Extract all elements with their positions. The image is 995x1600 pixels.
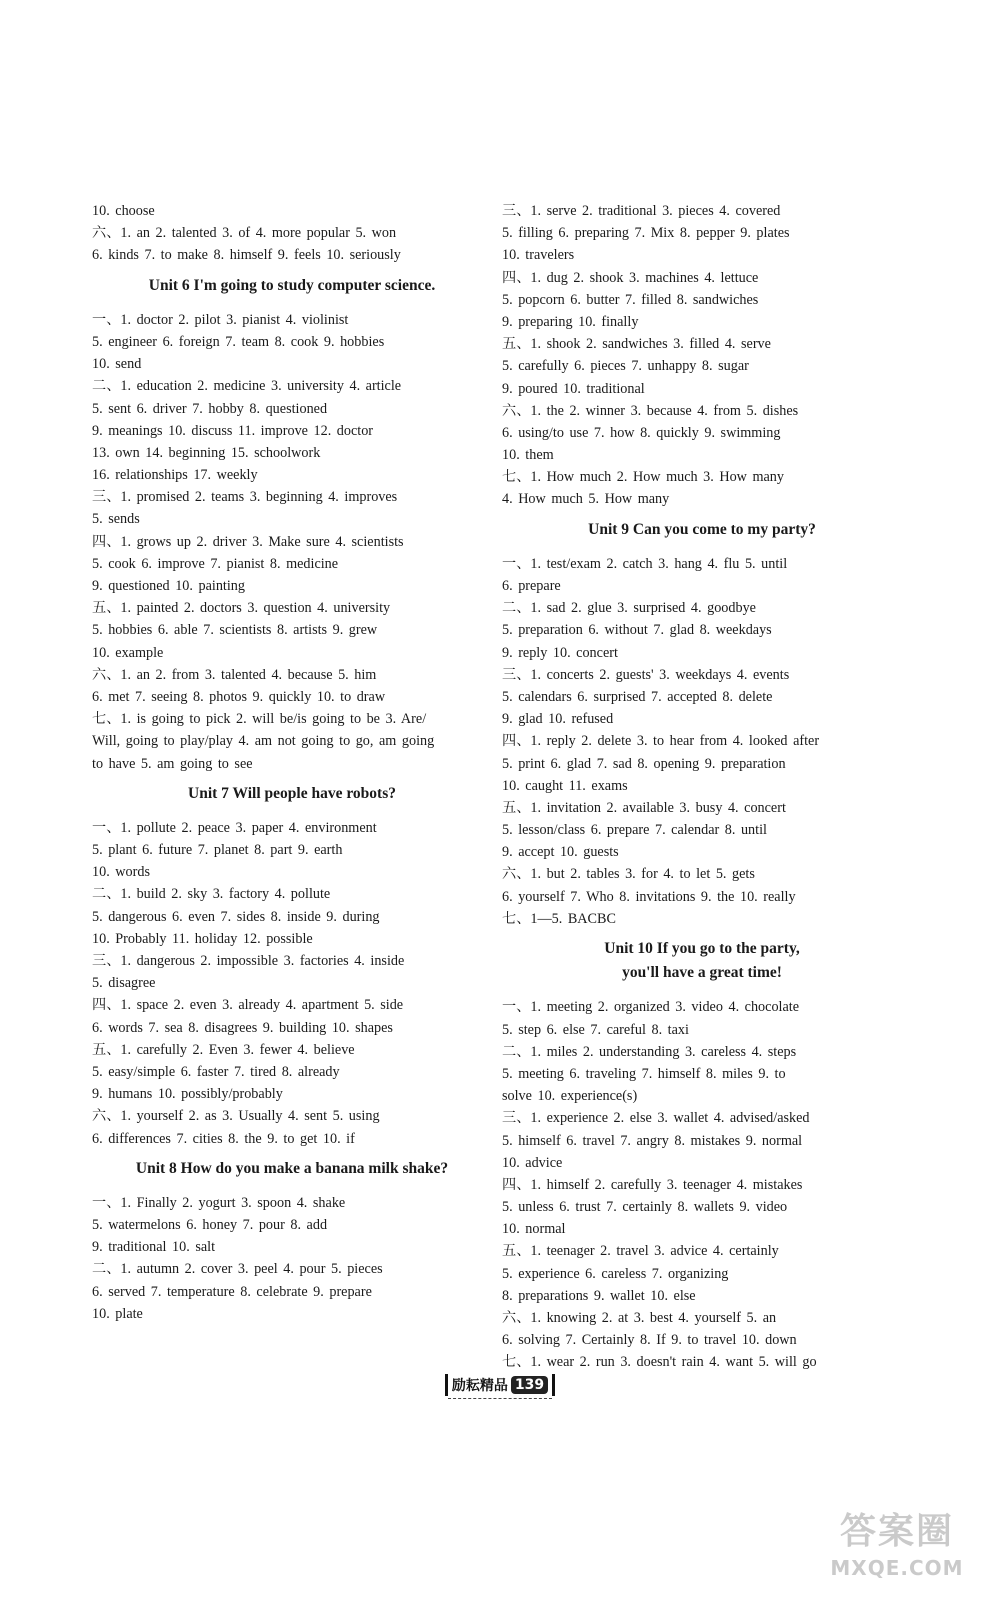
right-column	[502, 200, 902, 1374]
answer-line: 9. glad 10. refused	[502, 711, 614, 728]
answer-line: Will, going to play/play 4. am not going to go, am going	[92, 733, 435, 750]
left-column	[92, 200, 492, 1325]
answer-line: 10. normal	[502, 1221, 566, 1238]
unit-heading-subline: you'll have a great time!	[622, 964, 782, 982]
answer-line: 5. meeting 6. traveling 7. himself 8. miles 9. to	[502, 1065, 786, 1082]
page-number: 139	[511, 1376, 548, 1394]
answer-line: 10. Probably 11. holiday 12. possible	[92, 930, 313, 947]
answer-line: 10. example	[92, 644, 164, 661]
answer-line: 5. himself 6. travel 7. angry 8. mistakes 9. normal	[502, 1132, 803, 1149]
answer-line: 10. choose	[92, 203, 155, 219]
answer-line: 七、1—5. BACBC	[502, 910, 616, 927]
answer-line: 一、1. test/exam 2. catch 3. hang 4. flu 5. until	[502, 555, 788, 572]
answer-line: 6. using/to use 7. how 8. quickly 9. swimming	[502, 424, 781, 441]
answer-line: 10. caught 11. exams	[502, 777, 628, 794]
answer-line: 5. filling 6. preparing 7. Mix 8. pepper 9. plates	[502, 225, 790, 242]
footer-brand: 励耘精品	[451, 1378, 508, 1394]
answer-line: 5. watermelons 6. honey 7. pour 8. add	[92, 1217, 328, 1234]
answer-line: 5. calendars 6. surprised 7. accepted 8. delete	[502, 688, 773, 705]
answer-line: 六、1. but 2. tables 3. for 4. to let 5. gets	[502, 866, 755, 883]
answer-line: 二、1. sad 2. glue 3. surprised 4. goodbye	[502, 600, 756, 617]
answer-line: 五、1. teenager 2. travel 3. advice 4. certainly	[502, 1243, 779, 1260]
watermark-top: 答案圈	[839, 1511, 954, 1552]
answer-line: 9. questioned 10. painting	[92, 578, 245, 594]
answer-line: 6. served 7. temperature 8. celebrate 9. prepare	[92, 1283, 372, 1300]
answer-line: 七、1. is going to pick 2. will be/is going to be 3. Are/	[92, 711, 427, 728]
answer-line: 5. experience 6. careless 7. organizing	[502, 1265, 729, 1282]
answer-line: 六、1. the 2. winner 3. because 4. from 5. dishes	[502, 402, 799, 419]
answer-line: 一、1. Finally 2. yogurt 3. spoon 4. shake	[92, 1194, 346, 1211]
answer-line: 5. carefully 6. pieces 7. unhappy 8. sugar	[502, 358, 749, 375]
answer-line: 10. send	[92, 356, 142, 373]
answer-line: 三、1. experience 2. else 3. wallet 4. advised/asked	[502, 1110, 810, 1127]
answer-line: 6. prepare	[502, 578, 561, 594]
answer-line: 9. traditional 10. salt	[92, 1239, 216, 1256]
answer-line: 5. print 6. glad 7. sad 8. opening 9. preparation	[502, 755, 786, 772]
unit-heading: Unit 8 How do you make a banana milk shake?	[135, 1159, 449, 1177]
footer-bar-right	[552, 1374, 555, 1396]
answer-line: 七、1. wear 2. run 3. doesn't rain 4. want 5. will go	[502, 1354, 817, 1371]
watermark-logo	[812, 1508, 982, 1588]
answer-line: 五、1. painted 2. doctors 3. question 4. university	[92, 600, 391, 617]
answer-line: 5. disagree	[92, 975, 156, 992]
answer-line: 四、1. grows up 2. driver 3. Make sure 4. scientists	[92, 533, 404, 550]
answer-line: 13. own 14. beginning 15. schoolwork	[92, 444, 321, 461]
answer-line: 一、1. doctor 2. pilot 3. pianist 4. violinist	[92, 311, 349, 328]
answer-line: 9. poured 10. traditional	[502, 380, 645, 397]
answer-line: 6. differences 7. cities 8. the 9. to get 10. if	[92, 1130, 355, 1147]
answer-line: 五、1. carefully 2. Even 3. fewer 4. believe	[92, 1041, 355, 1058]
answer-line: 四、1. space 2. even 3. already 4. apartment 5. side	[92, 997, 404, 1014]
answer-line: 六、1. an 2. talented 3. of 4. more popular 5. won	[92, 225, 397, 242]
answer-line: 5. popcorn 6. butter 7. filled 8. sandwiches	[502, 291, 759, 308]
answer-line: 五、1. shook 2. sandwiches 3. filled 4. serve	[502, 336, 771, 353]
answer-line: 七、1. How much 2. How much 3. How many	[502, 469, 784, 486]
watermark-bottom: MXQE.COM	[830, 1556, 964, 1580]
unit-heading: Unit 9 Can you come to my party?	[588, 520, 816, 538]
page-footer	[440, 1371, 560, 1399]
answer-line: 六、1. knowing 2. at 3. best 4. yourself 5. an	[502, 1310, 777, 1326]
answer-line: 三、1. serve 2. traditional 3. pieces 4. covered	[502, 203, 781, 219]
answer-line: 二、1. miles 2. understanding 3. careless 4. steps	[502, 1043, 797, 1060]
answer-line: 五、1. invitation 2. available 3. busy 4. concert	[502, 799, 786, 816]
answer-line: 16. relationships 17. weekly	[92, 467, 258, 484]
answer-line: 二、1. autumn 2. cover 3. peel 4. pour 5. pieces	[92, 1261, 383, 1278]
answer-line: 一、1. meeting 2. organized 3. video 4. chocolate	[502, 999, 800, 1016]
answer-line: 9. preparing 10. finally	[502, 313, 639, 330]
answer-line: 9. humans 10. possibly/probably	[92, 1086, 283, 1103]
answer-line: 8. preparations 9. wallet 10. else	[502, 1287, 696, 1304]
answer-line: 5. easy/simple 6. faster 7. tired 8. already	[92, 1063, 340, 1080]
answer-line: 6. kinds 7. to make 8. himself 9. feels 10. seriously	[92, 247, 401, 264]
answer-line: 4. How much 5. How many	[502, 491, 670, 508]
answer-line: 二、1. education 2. medicine 3. university 4. article	[92, 378, 402, 395]
answer-line: solve 10. experience(s)	[502, 1088, 638, 1105]
answer-line: 5. plant 6. future 7. planet 8. part 9. earth	[92, 842, 343, 859]
answer-line: 六、1. an 2. from 3. talented 4. because 5. him	[92, 666, 377, 683]
unit-heading: Unit 7 Will people have robots?	[188, 784, 396, 802]
answer-line: 5. sent 6. driver 7. hobby 8. questioned	[92, 400, 328, 417]
answer-line: 10. advice	[502, 1154, 563, 1171]
answer-line: 一、1. pollute 2. peace 3. paper 4. environment	[92, 819, 377, 836]
unit-heading: Unit 10 If you go to the party,	[604, 940, 800, 957]
answer-line: to have 5. am going to see	[92, 755, 253, 772]
footer-bar-left	[445, 1374, 448, 1396]
answer-line: 四、1. reply 2. delete 3. to hear from 4. looked after	[502, 733, 820, 750]
answer-line: 9. reply 10. concert	[502, 644, 618, 661]
answer-line: 10. plate	[92, 1305, 143, 1322]
footer-divider	[448, 1398, 552, 1399]
unit-heading: Unit 6 I'm going to study computer science.	[148, 276, 436, 294]
answer-line: 5. sends	[92, 511, 140, 528]
answer-line: 5. preparation 6. without 7. glad 8. weekdays	[502, 622, 772, 639]
answer-line: 三、1. concerts 2. guests' 3. weekdays 4. events	[502, 666, 790, 683]
answer-line: 9. accept 10. guests	[502, 844, 619, 861]
answer-line: 四、1. dug 2. shook 3. machines 4. lettuce	[502, 269, 759, 286]
answer-line: 三、1. dangerous 2. impossible 3. factories 4. inside	[92, 953, 405, 969]
answer-line: 5. step 6. else 7. careful 8. taxi	[502, 1021, 689, 1038]
answer-line: 5. dangerous 6. even 7. sides 8. inside 9. during	[92, 908, 380, 925]
answer-line: 二、1. build 2. sky 3. factory 4. pollute	[92, 886, 331, 903]
answer-line: 四、1. himself 2. carefully 3. teenager 4. mistakes	[502, 1176, 803, 1193]
answer-line: 10. travelers	[502, 247, 575, 264]
answer-line: 6. met 7. seeing 8. photos 9. quickly 10. to draw	[92, 688, 386, 705]
answer-line: 5. unless 6. trust 7. certainly 8. wallets 9. video	[502, 1199, 788, 1216]
answer-line: 六、1. yourself 2. as 3. Usually 4. sent 5. using	[92, 1108, 380, 1125]
answer-line: 10. words	[92, 864, 150, 881]
answer-line: 5. engineer 6. foreign 7. team 8. cook 9. hobbies	[92, 333, 385, 350]
answer-line: 6. words 7. sea 8. disagrees 9. building 10. shapes	[92, 1019, 393, 1036]
answer-line: 5. cook 6. improve 7. pianist 8. medicine	[92, 555, 339, 572]
answer-line: 5. lesson/class 6. prepare 7. calendar 8. until	[502, 822, 767, 839]
answer-line: 9. meanings 10. discuss 11. improve 12. doctor	[92, 422, 374, 439]
answer-line: 6. solving 7. Certainly 8. If 9. to travel 10. down	[502, 1332, 797, 1349]
answer-line: 6. yourself 7. Who 8. invitations 9. the 10. really	[502, 888, 796, 905]
answer-line: 5. hobbies 6. able 7. scientists 8. artists 9. grew	[92, 622, 378, 639]
answer-line: 三、1. promised 2. teams 3. beginning 4. improves	[92, 489, 398, 506]
answer-line: 10. them	[502, 447, 554, 464]
